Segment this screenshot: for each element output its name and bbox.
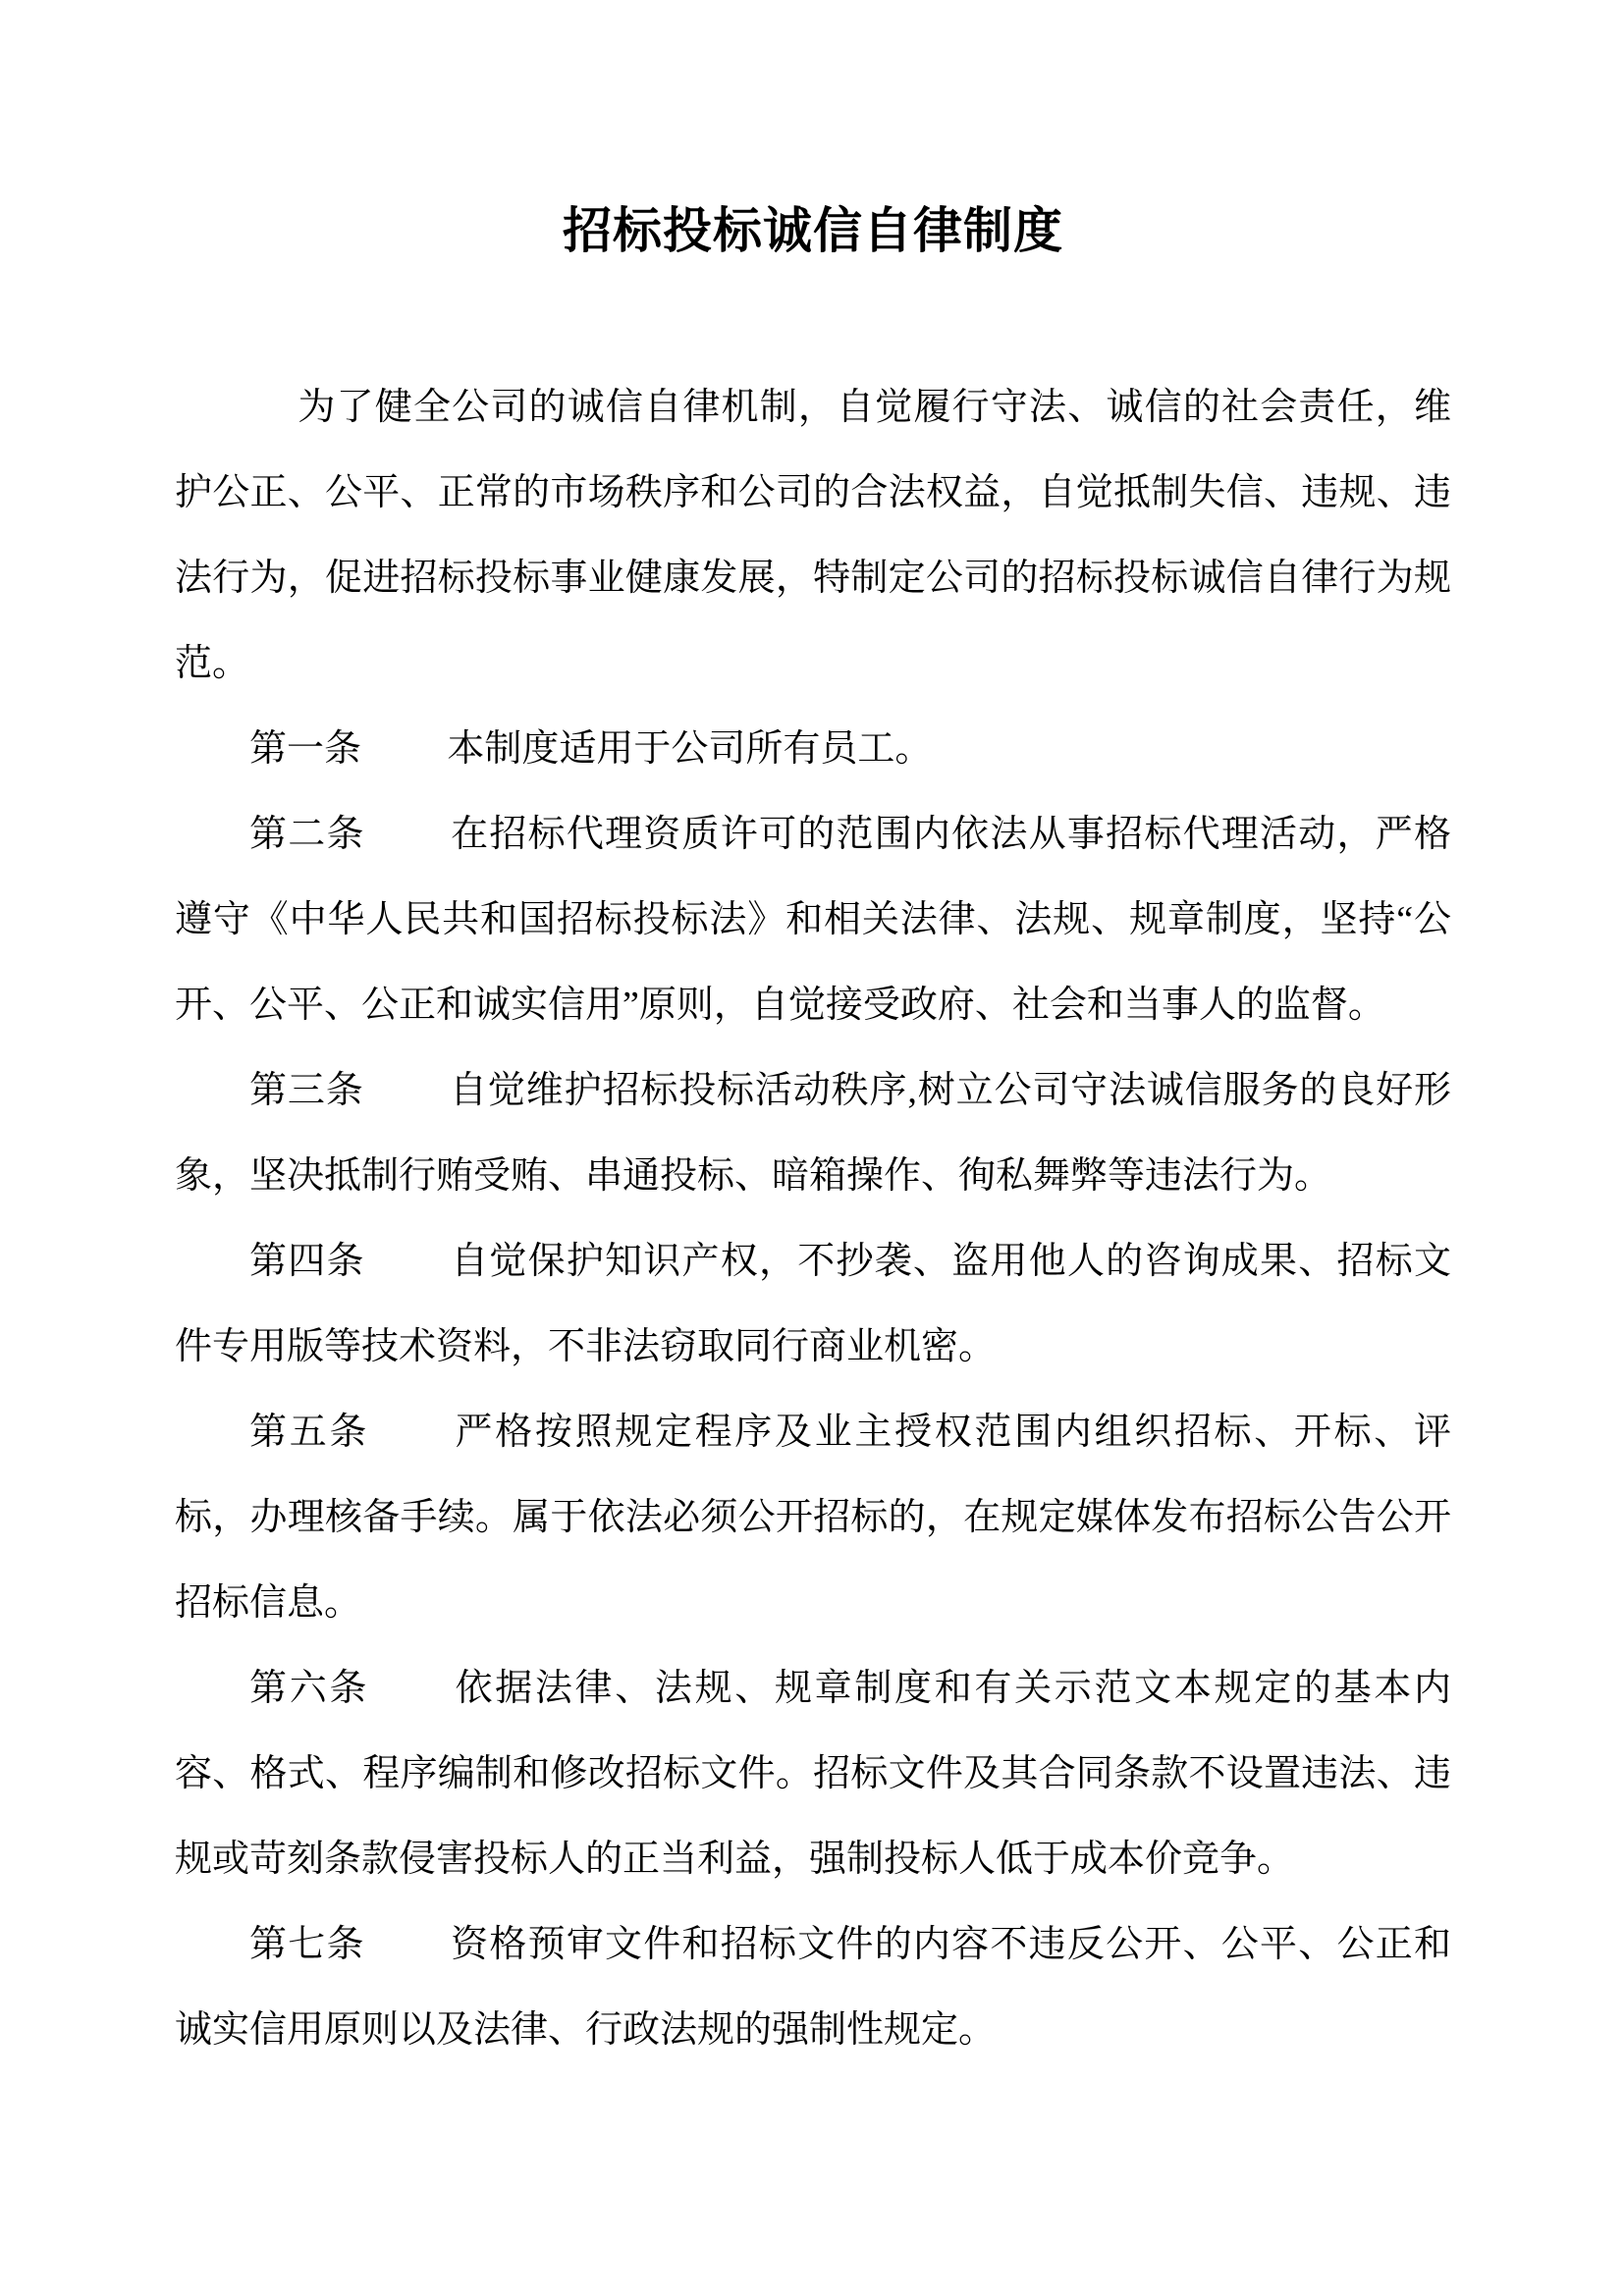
- article-number: 第三条: [249, 1070, 364, 1111]
- article-text: 自觉保护知识产权，不抄袭、盗用他人的咨询成果、招标文件专用版等技术资料，不非法窃取同行商业机密。: [175, 1241, 1451, 1367]
- article-text: 在招标代理资质许可的范围内依法从事招标代理活动，严格遵守《中华人民共和国招标投标法》和相关法律、法规、规章制度，坚持“公开、公平、公正和诚实信用”原则，自觉接受政府、社会和当事人的监督。: [175, 814, 1451, 1026]
- article-number: 第五条: [249, 1412, 370, 1453]
- article-paragraph-5: [175, 1390, 1451, 1646]
- article-text: 本制度适用于公司所有员工。: [447, 728, 933, 770]
- article-paragraph-3: [175, 1048, 1451, 1219]
- page-title: 招标投标诚信自律制度: [563, 203, 1063, 258]
- article-text: 自觉维护招标投标活动秩序,树立公司守法诚信服务的良好形象，坚决抵制行贿受贿、串通投标、暗箱操作、徇私舞弊等违法行为。: [175, 1070, 1451, 1197]
- article-number: 第六条: [249, 1668, 370, 1709]
- article-text: 依据法律、法规、规章制度和有关示范文本规定的基本内容、格式、程序编制和修改招标文件。招标文件及其合同条款不设置违法、违规或苛刻条款侵害投标人的正当利益，强制投标人低于成本价竞争。: [175, 1668, 1451, 1880]
- article-number: 第一条: [249, 728, 362, 770]
- intro-paragraph: 为了健全公司的诚信自律机制，自觉履行守法、诚信的社会责任，维护公正、公平、正常的市场秩序和公司的合法权益，自觉抵制失信、违规、违法行为，促进招标投标事业健康发展，特制定公司的招标投标诚信自律行为规范。: [175, 387, 1451, 684]
- article-number: 第七条: [249, 1924, 365, 1965]
- article-paragraph-6: [175, 1646, 1451, 1902]
- article-text: 资格预审文件和招标文件的内容不违反公开、公平、公正和诚实信用原则以及法律、行政法规的强制性规定。: [175, 1924, 1451, 2051]
- article-paragraph-4: [175, 1219, 1451, 1390]
- article-text: 严格按照规定程序及业主授权范围内组织招标、开标、评标，办理核备手续。属于依法必须公开招标的，在规定媒体发布招标公告公开招标信息。: [175, 1412, 1451, 1624]
- article-paragraph-2: [175, 792, 1451, 1048]
- article-number: 第四条: [249, 1241, 365, 1282]
- article-number: 第二条: [249, 814, 365, 855]
- article-paragraph-1: [175, 707, 1451, 792]
- article-paragraph-7: [175, 1902, 1451, 2073]
